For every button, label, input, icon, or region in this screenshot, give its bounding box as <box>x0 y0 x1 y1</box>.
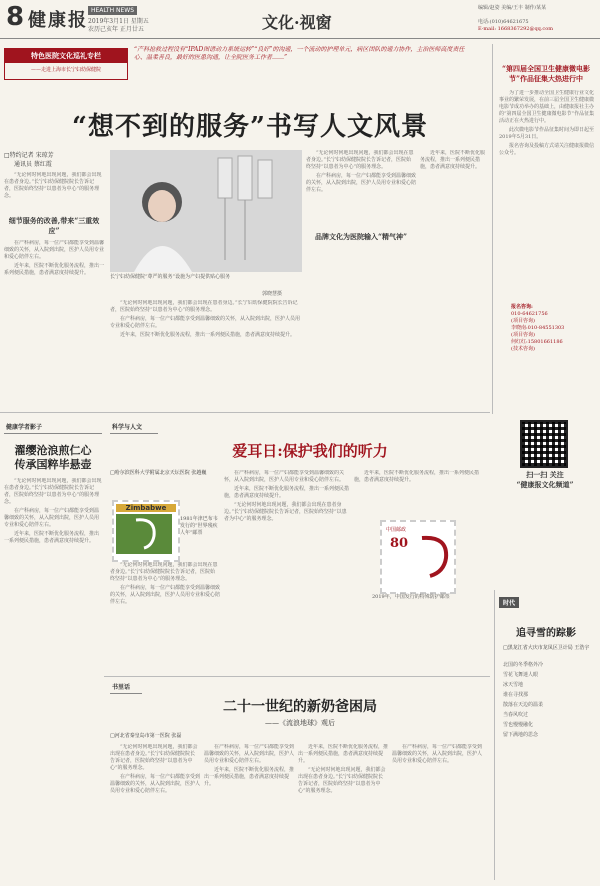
bottom-paragraph: 在产科病房，每一位产妇都能享受到温馨细致的关怀，从入院到出院，医护人员用专业和爱心陪伴左右。 <box>204 744 294 764</box>
qr-label: 扫一扫 关注 <box>526 470 564 479</box>
middle-body-col2 <box>224 470 350 670</box>
lead-photo-caption: 长宁妇幼保健院“尊严的服务”设施为产妇提供贴心服务 <box>110 274 231 280</box>
middle-paragraph: “无论何时何地出现问题，我们都会出现在患者身边。”长宁妇幼保健院院长告诉记者，医院始终坚持“以患者为中心”的服务理念。 <box>224 502 347 522</box>
lunar-date: 农历己亥年 正月廿五 <box>88 26 144 33</box>
contact-line: 李晓南:010-84551303 <box>511 325 565 331</box>
award-paragraph: 此次微电影节作品征集时间为即日起至2019年5月31日。 <box>499 127 595 140</box>
health-scholar-column: 健康学者影子 <box>4 420 102 434</box>
bottom-paragraph: 在产科病房，每一位产妇都能享受到温馨细致的关怀，从入院到出院，医护人员用专业和爱心陪伴左右。 <box>392 744 483 764</box>
health-scholar-paragraph: 近年来，医院不断优化服务流程，推出一系列便民措施，患者满意度持续提升。 <box>4 531 100 544</box>
bottom-byline: □河北省秦皇岛市第一医院 张磊 <box>110 733 182 739</box>
bottom-subhead: ——《流浪地球》观后 <box>265 719 335 727</box>
editor-item: 制作/某某 <box>524 5 547 11</box>
editor-list <box>478 4 546 11</box>
poem-title: 追寻雪的踪影 <box>516 628 576 639</box>
contact-email: E-mail: 1668367292@qq.com <box>478 26 553 32</box>
lead-paragraph: 近年来，医院不断优化服务流程，推出一系列便民措施，患者满意度持续提升。 <box>420 150 486 170</box>
poem-line: 散落在天边的温柔 <box>503 702 544 708</box>
china-stamp-value: 80 <box>390 536 409 551</box>
health-scholar-paragraph: 在产科病房，每一位产妇都能享受到温馨细致的关怀，从入院到出院，医护人员用专业和爱心陪伴左右。 <box>4 508 100 528</box>
award-paragraph: 报名咨询及投稿方式请关注健康报微信公众号。 <box>499 143 595 156</box>
bottom-paragraph: 近年来，医院不断优化服务流程，推出一系列便民措施，患者满意度持续提升。 <box>204 767 294 787</box>
page-number: 8 <box>6 2 25 32</box>
contact-title: 报名咨询: <box>511 304 533 310</box>
poem-line: 当春风吹过 <box>503 712 529 718</box>
lead-body-col4 <box>110 300 302 400</box>
middle-paragraph: 在产科病房，每一位产妇都能享受到温馨细致的关怀，从入院到出院，医护人员用专业和爱心陪伴左右。 <box>110 585 220 605</box>
lead-body-col2 <box>306 150 416 400</box>
health-scholar-body <box>4 478 102 858</box>
banner-quote: “产科抢救过程没有“IPAD图谱动力系统运转”“良好”的沟通，一个流动的护理单元，病区团队的通力协作，主治医师高度责任心、温柔善良，最好的医患沟通，让全院医务工作者……” <box>134 46 465 61</box>
bottom-body-col4 <box>392 744 484 880</box>
lead-photo <box>110 150 302 272</box>
middle-byline: □哈尔滨医科大学附属北京天坛医院 张越巍 <box>110 470 207 476</box>
poem-line: 北国的冬季格外冷 <box>503 662 544 668</box>
health-scholar-paragraph: “无论何时何地出现问题，我们都会出现在患者身边。”长宁妇幼保健院院长告诉记者，医院始终坚持“以患者为中心”的服务理念。 <box>4 478 102 505</box>
section-title: 文化·视窗 <box>262 13 332 32</box>
china-stamp-label: 中国邮政 <box>386 527 407 533</box>
poem-lines <box>503 660 597 740</box>
health-scholar-title-2: 传承国粹毕悬壶 <box>14 458 92 471</box>
lead-photo-credit: 郭晓慧摄 <box>262 291 283 297</box>
health-scholar-box <box>4 420 102 880</box>
award-paragraph: 为了进一步推动全国卫生健康行业文化事业的繁荣发展，在前三届全国卫生健康微电影节成功举办的基础上，由健康报社主办的“第四届全国卫生健康微电影节”作品征集活动正在火热进行中。 <box>499 90 595 124</box>
lead-body-col1b <box>4 240 104 400</box>
lead-photo-illustration <box>110 150 302 272</box>
right-sidebar <box>492 44 597 414</box>
lead-paragraph: 在产科病房，每一位产妇都能享受到温馨细致的关怀，从入院到出院，医护人员用专业和爱心陪伴左右。 <box>110 316 301 329</box>
contact-block <box>511 304 597 353</box>
masthead-rule <box>0 38 600 39</box>
contact-phone: 电话:(010)64621675 <box>478 19 529 25</box>
lead-byline-reporter: □特约记者 宋琼芳 <box>4 152 54 159</box>
editor-item: 美编/王丰 <box>501 5 523 11</box>
bottom-paragraph: 近年来，医院不断优化服务流程，推出一系列便民措施，患者满意度持续提升。 <box>298 744 388 764</box>
bottom-body-col3 <box>298 744 388 880</box>
bottom-body-col1 <box>110 744 200 880</box>
special-column-subtitle: ——走进上海市长宁妇幼保健院 <box>30 67 101 73</box>
ear-icon <box>114 514 174 554</box>
poem-line: 冰天雪地 <box>503 682 524 688</box>
editor-item: 编辑/赵姿 <box>478 5 500 11</box>
issue-date: 2019年3月1日 星期五 <box>88 18 149 25</box>
bottom-paragraph: “无论何时何地出现问题，我们都会出现在患者身边。”长宁妇幼保健院院长告诉记者，医院始终坚持“以患者为中心”的服务理念。 <box>110 744 198 771</box>
zimbabwe-stamp-country: Zimbabwe <box>116 504 176 512</box>
paper-name: 健康报 <box>28 10 88 31</box>
middle-headline: 爱耳日:保护我们的听力 <box>232 442 388 460</box>
lead-body-col3 <box>420 150 488 400</box>
middle-body-col3 <box>354 470 484 518</box>
award-body <box>499 90 595 300</box>
middle-paragraph: 在产科病房，每一位产妇都能享受到温馨细致的关怀，从入院到出院，医护人员用专业和爱心陪伴左右。 <box>224 470 345 483</box>
poem-box <box>494 590 597 880</box>
qr-label-2: “健康报文化频道” <box>516 480 574 489</box>
lead-byline <box>4 150 104 168</box>
paper-english-name: HEALTH NEWS <box>88 6 137 15</box>
china-stamp <box>380 520 456 594</box>
middle-paragraph: 近年来，医院不断优化服务流程，推出一系列便民措施，患者满意度持续提升。 <box>224 486 350 499</box>
special-column-box <box>4 48 128 80</box>
contact-line: 010-64621756 <box>511 311 548 317</box>
lead-subhead-2: 品牌文化为医院输入“精气神” <box>306 232 416 242</box>
ear-icon <box>412 532 452 582</box>
poem-line: 留下满地的思念 <box>503 732 539 738</box>
bottom-paragraph: 在产科病房，每一位产妇都能享受到温馨细致的关怀，从入院到出院，医护人员用专业和爱心陪伴左右。 <box>110 774 200 794</box>
lead-headline: “想不到的服务”书写人文风景 <box>72 112 428 142</box>
lead-paragraph: 在产科病房，每一位产妇都能享受到温馨细致的关怀，从入院到出院，医护人员用专业和爱心陪伴左右。 <box>306 173 416 193</box>
lead-paragraph: “无论何时何地出现问题，我们都会出现在患者身边。”长宁妇幼保健院院长告诉记者，医院始终坚持“以患者为中心”的服务理念。 <box>110 300 298 313</box>
lead-paragraph: “无论何时何地出现问题，我们都会出现在患者身边。”长宁妇幼保健院院长告诉记者，医院始终坚持“以患者为中心”的服务理念。 <box>306 150 414 170</box>
health-scholar-title: 濯缨沧浪煎仁心 <box>14 444 92 457</box>
bottom-body-col2 <box>204 744 294 880</box>
zimbabwe-stamp <box>112 500 180 562</box>
award-title: “第四届全国卫生健康微电影节”作品征集大热进行中 <box>501 64 591 83</box>
middle-rule <box>0 412 490 413</box>
lead-paragraph: 近年来，医院不断优化服务流程，推出一系列便民措施，患者满意度持续提升。 <box>120 332 296 338</box>
contact-line: 何红红:15801661186 <box>511 339 563 345</box>
poem-byline: □黑龙江省大庆市龙凤区卫计局 王浩宇 <box>503 645 590 651</box>
middle-paragraph: “无论何时何地出现问题，我们都会出现在患者身边。”长宁妇幼保健院院长告诉记者，医院始终坚持“以患者为中心”的服务理念。 <box>110 562 218 582</box>
contact-line: (项目咨询) <box>511 332 535 338</box>
bottom-headline: 二十一世纪的新奶爸困局 <box>223 699 377 715</box>
special-column-title: 特色医院文化巡礼专栏 <box>5 49 127 63</box>
zimbabwe-stamp-caption: 1981年津巴布韦发行的“世界残疾人年”邮票 <box>180 516 218 536</box>
lead-body-col1 <box>4 172 104 212</box>
poem-column: 时代 <box>499 597 519 608</box>
lead-byline-correspondent: 通讯员 蔡红霞 <box>14 161 52 168</box>
lead-paragraph: 在产科病房，每一位产妇都能享受到温馨细致的关怀，从入院到出院，医护人员用专业和爱心陪伴左右。 <box>4 240 104 260</box>
poem-line: 谁在寻找那 <box>503 692 529 698</box>
bottom-column-label: 书里话 <box>110 680 142 694</box>
middle-body-col1 <box>110 562 220 672</box>
contact-line: (技术咨询) <box>511 346 535 352</box>
poem-line: 雪也慢慢融化 <box>503 722 534 728</box>
bottom-rule <box>104 676 490 677</box>
qr-code[interactable] <box>520 420 568 468</box>
contact-line: (项目咨询) <box>511 318 535 324</box>
china-stamp-caption: 2019年，中国发行的特殊防护邮票 <box>372 594 450 600</box>
masthead <box>0 0 600 40</box>
science-column-label: 科学与人文 <box>110 420 158 434</box>
lead-paragraph: 近年来，医院不断优化服务流程，推出一系列便民措施，患者满意度持续提升。 <box>4 263 104 276</box>
lead-paragraph: “无论何时何地出现问题，我们都会出现在患者身边。”长宁妇幼保健院院长告诉记者，医院始终坚持“以患者为中心”的服务理念。 <box>4 172 102 199</box>
poem-line: 雪花飞舞迷人眼 <box>503 672 539 678</box>
middle-paragraph: 近年来，医院不断优化服务流程，推出一系列便民措施，患者满意度持续提升。 <box>354 470 480 483</box>
bottom-paragraph: “无论何时何地出现问题，我们都会出现在患者身边。”长宁妇幼保健院院长告诉记者，医院始终坚持“以患者为中心”的服务理念。 <box>298 767 386 794</box>
lead-subhead-1: 细节服务的改善,带来“三重效应” <box>8 216 100 235</box>
